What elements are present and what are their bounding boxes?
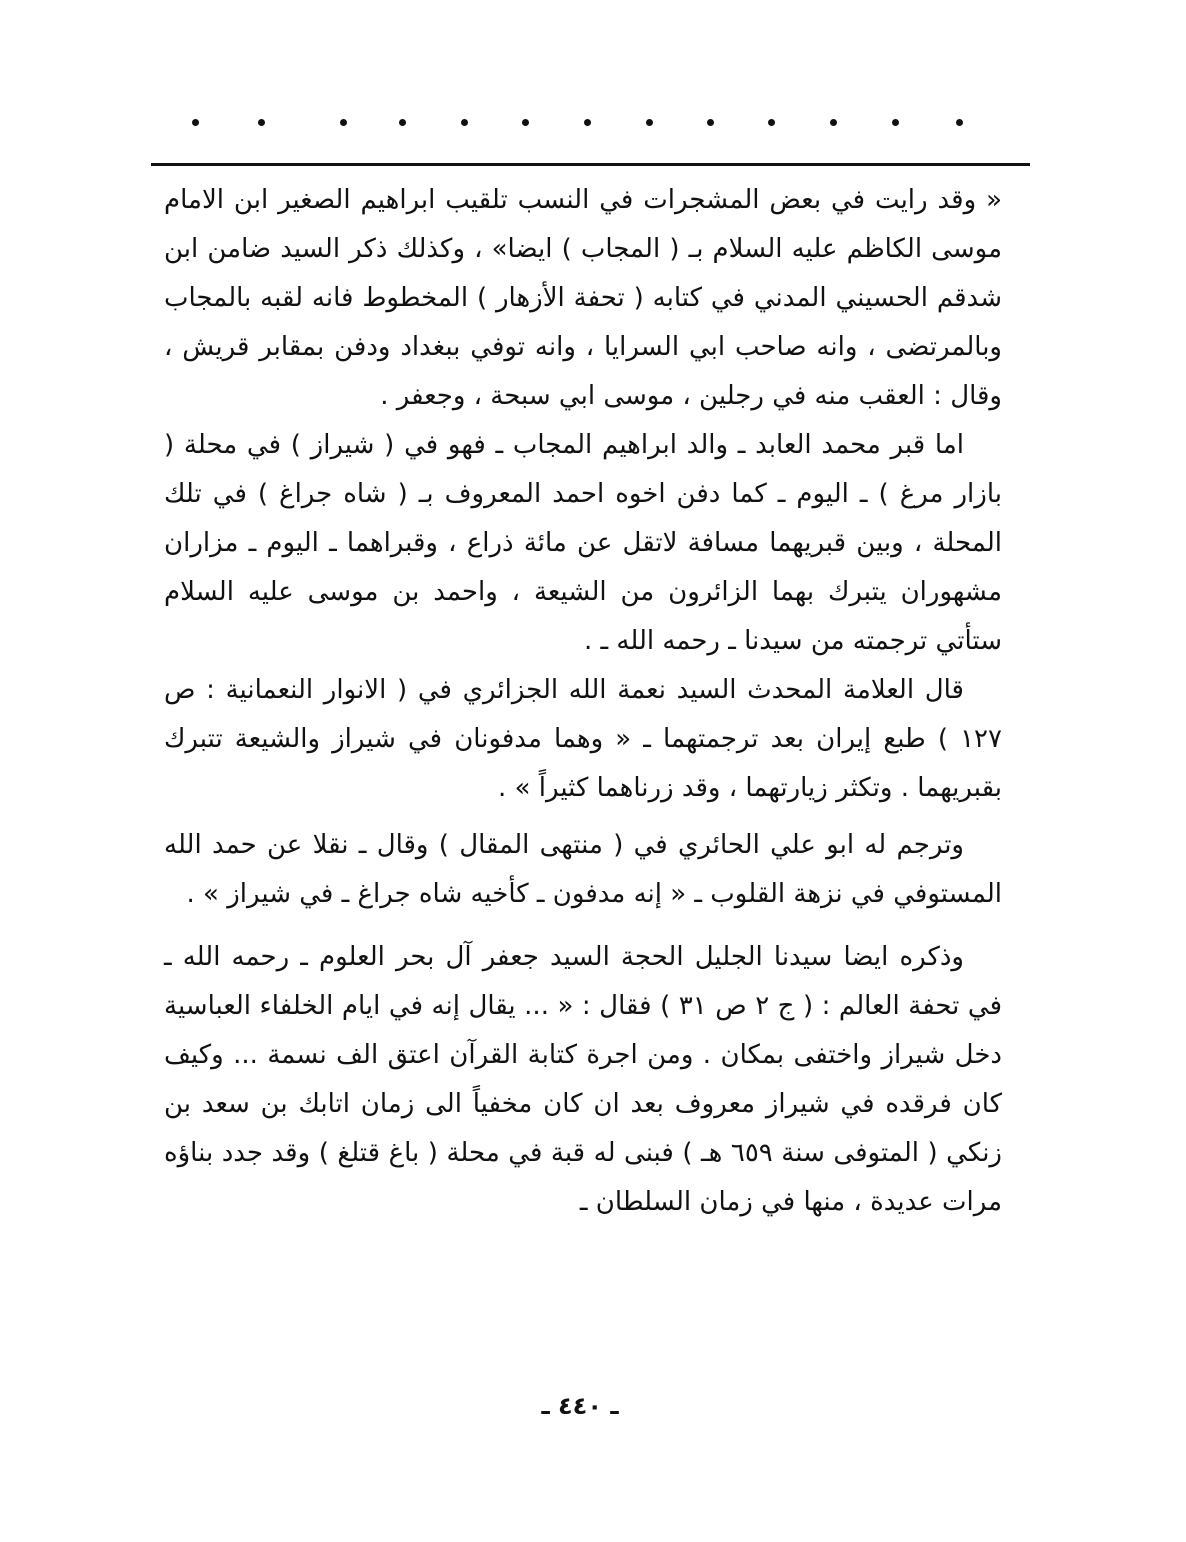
ornament-dot [707, 119, 714, 126]
ornament-dot [956, 119, 963, 126]
ornament-dot [584, 119, 591, 126]
ornament-dot [192, 119, 199, 126]
paragraph-hairi-citation: وترجم له ابو علي الحائري في ( منتهى المقال ) وقال ـ نقلا عن حمد الله المستوفي في نزهة القلوب ـ « إنه مدفون ـ كأخيه شاه جراغ ـ في شيراز » . [164, 830, 1002, 909]
paragraph-jazairi-citation: قال العلامة المحدث السيد نعمة الله الجزائري في ( الانوار النعمانية : ص ١٢٧ ) طبع إيران بعد ترجمتهما ـ « وهما مدفونان في شيراز والشيعة تتبرك بقبريهما . وتكثر زيارتهما ، وقد زرناهما كثيراً » . [164, 675, 1002, 803]
page-number: ـ ٤٤٠ ـ [541, 1392, 619, 1420]
ornament-dot [340, 119, 347, 126]
ornament-dot [892, 119, 899, 126]
ornament-dot [830, 119, 837, 126]
ornament-dot [522, 119, 529, 126]
header-rule [151, 163, 1030, 166]
ornament-dot [461, 119, 468, 126]
ornament-dot [768, 119, 775, 126]
paragraph-bahr-al-ulum-citation: وذكره ايضا سيدنا الجليل الحجة السيد جعفر آل بحر العلوم ـ رحمه الله ـ في تحفة العالم : ( ج ٢ ص ٣١ ) فقال : « ... يقال إنه في ايام الخلفاء العباسية دخل شيراز واختفى بمكان . ومن اجرة كتابة القرآن اعتق الف نسمة ... وكيف كان فرقده في شيراز معروف بعد ان كان مخفياً الى زمان اتابك بن سعد بن زنكي ( المتوفى سنة ٦٥٩ هـ ) فبنى له قبة في محلة ( باغ قتلغ ) وقد جدد بناؤه مرات عديدة ، منها في زمان السلطان ـ [164, 942, 1003, 1217]
paragraph-grave-location: اما قبر محمد العابد ـ والد ابراهيم المجاب ـ فهو في ( شيراز ) في محلة ( بازار مرغ ) ـ اليوم ـ كما دفن اخوه احمد المعروف بـ ( شاه جراغ ) في تلك المحلة ، وبين قبريهما مسافة لاتقل عن مائة ذراع ، وقبراهما ـ اليوم ـ مزاران مشهوران يتبرك بهما الزائرون من الشيعة ، واحمد بن موسى عليه السلام ستأتي ترجمته من سيدنا ـ رحمه الله ـ . [164, 430, 1002, 656]
page-body [164, 176, 1002, 1227]
ornament-dot [646, 119, 653, 126]
paragraph-quote-mujab: « وقد رايت في بعض المشجرات في النسب تلقيب ابراهيم الصغير ابن الامام موسى الكاظم عليه السلام بـ ( المجاب ) ايضا» ، وكذلك ذكر السيد ضامن ابن شدقم الحسيني المدني في كتابه ( تحفة الأزهار ) المخطوط فانه لقبه بالمجاب وبالمرتضى ، وانه صاحب ابي السرايا ، وانه توفي ببغداد ودفن بمقابر قريش ، وقال : العقب منه في رجلين ، موسى ابي سبحة ، وجعفر . [164, 185, 1002, 411]
ornament-dot [399, 119, 406, 126]
ornament-dot [258, 119, 265, 126]
header-ornament-dots [180, 119, 980, 133]
